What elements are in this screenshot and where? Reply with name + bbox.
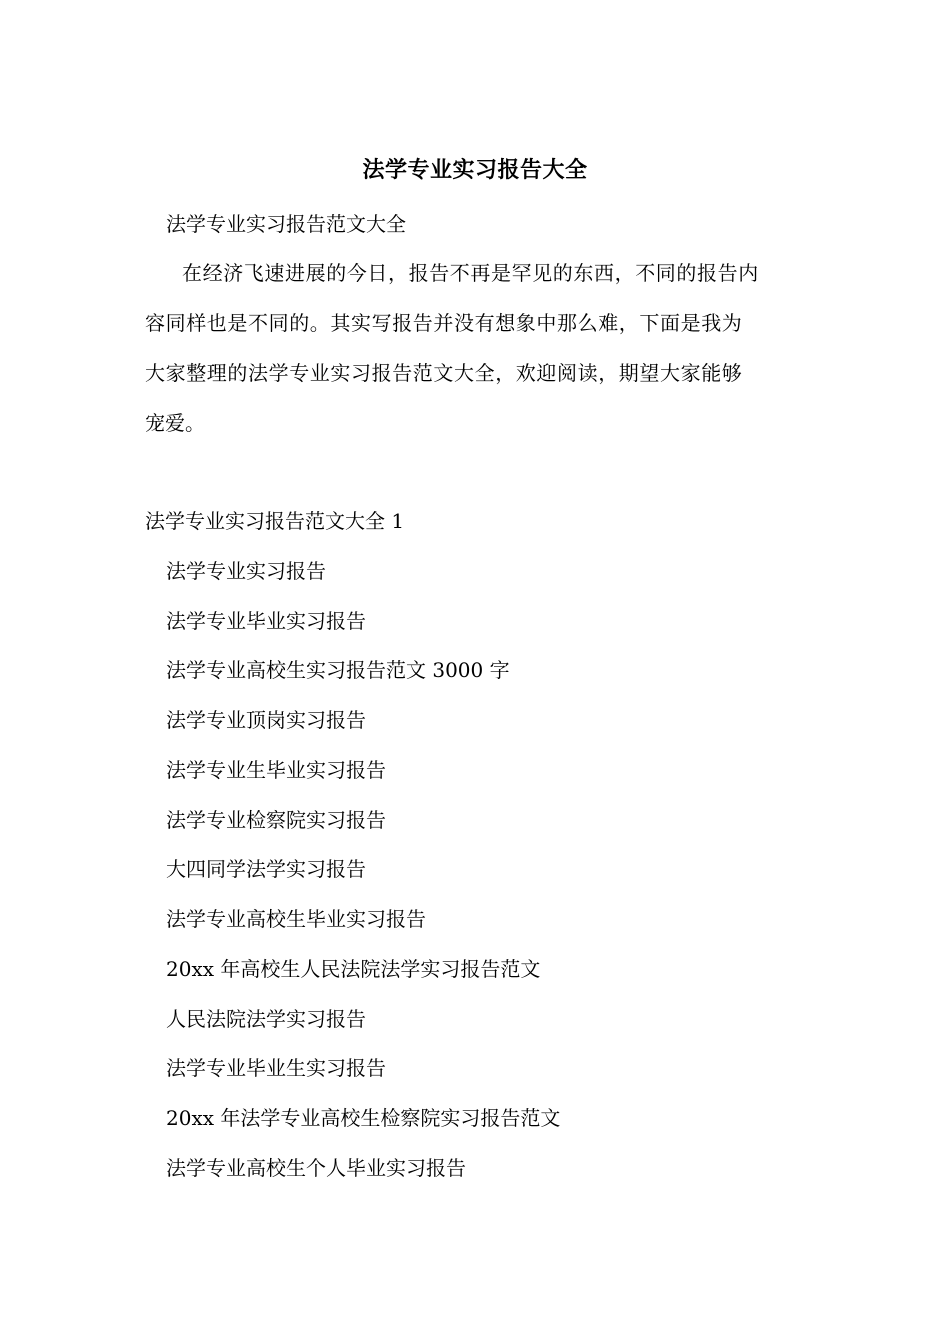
section-heading: 法学专业实习报告范文大全 1 — [145, 509, 405, 533]
list-item: 法学专业高校生实习报告范文 3000 字 — [166, 658, 510, 682]
list-item: 法学专业顶岗实习报告 — [166, 708, 366, 732]
list-item: 20xx 年高校生人民法院法学实习报告范文 — [166, 957, 541, 981]
intro-line: 宠爱。 — [145, 411, 205, 435]
intro-line: 容同样也是不同的。其实写报告并没有想象中那么难，下面是我为 — [145, 311, 743, 335]
list-item: 法学专业检察院实习报告 — [166, 808, 386, 832]
document-subtitle: 法学专业实习报告范文大全 — [166, 212, 406, 236]
list-item: 人民法院法学实习报告 — [166, 1007, 366, 1031]
list-item: 法学专业生毕业实习报告 — [166, 758, 386, 782]
list-item: 法学专业毕业生实习报告 — [166, 1056, 386, 1080]
list-item: 法学专业高校生个人毕业实习报告 — [166, 1156, 466, 1180]
list-item: 20xx 年法学专业高校生检察院实习报告范文 — [166, 1106, 561, 1130]
list-item: 法学专业高校生毕业实习报告 — [166, 907, 426, 931]
list-item: 法学专业毕业实习报告 — [166, 609, 366, 633]
intro-line: 在经济飞速进展的今日，报告不再是罕见的东西，不同的报告内 — [182, 261, 759, 285]
list-item: 法学专业实习报告 — [166, 559, 326, 583]
list-item: 大四同学法学实习报告 — [166, 857, 366, 881]
intro-line: 大家整理的法学专业实习报告范文大全，欢迎阅读，期望大家能够 — [145, 361, 743, 385]
document-title: 法学专业实习报告大全 — [362, 157, 588, 183]
